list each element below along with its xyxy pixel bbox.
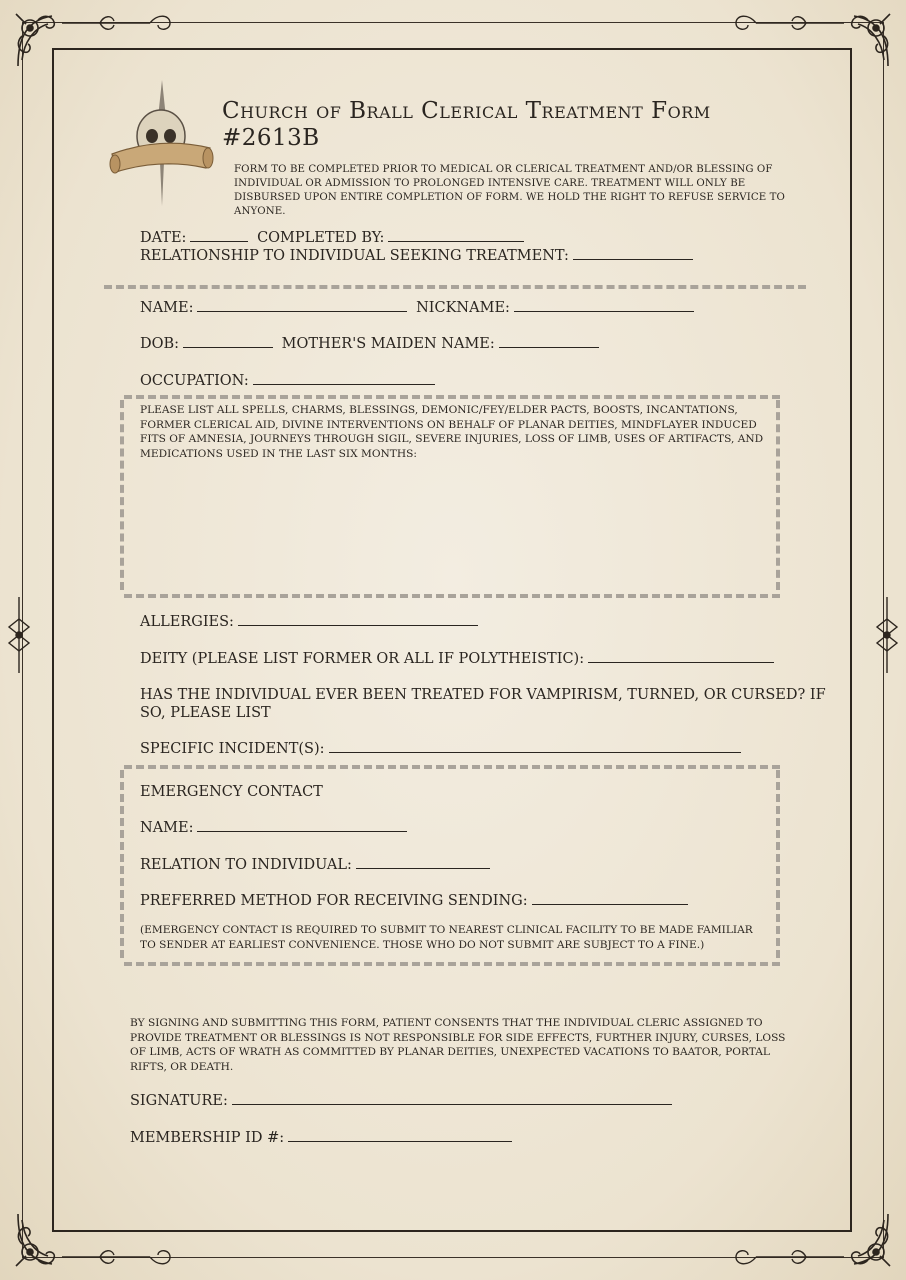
name-field[interactable] [197,299,407,312]
nickname-field[interactable] [514,299,694,312]
deity-row [140,650,778,668]
skull-scroll-dagger-icon [106,78,216,208]
allergies-row [140,613,482,631]
emergency-name-row [140,819,411,837]
maiden-name-field[interactable] [499,335,599,348]
signature-label: SIGNATURE: [130,1093,228,1109]
nickname-label: NICKNAME: [416,300,510,316]
emergency-box-right [776,770,780,958]
dob-label: DOB: [140,336,180,352]
relation-field[interactable] [356,856,490,869]
date-label: DATE: [140,230,187,246]
emergency-box-bottom [124,962,780,966]
form-intro: FORM TO BE COMPLETED PRIOR TO MEDICAL OR CLERICAL TREATMENT AND/OR BLESSING OF INDIVIDUAL OR ADMISSION TO PROLONGED INTENSIVE CARE. TREATMENT WILL ONLY BE DISBURSED UPON ENTIRE COMPLETION OF FORM. WE HOLD THE RIGHT TO REFUSE SERVICE TO ANYONE. [234,164,785,217]
sending-method-label: PREFERRED METHOD FOR RECEIVING SENDING: [140,893,528,909]
date-completed-row [140,229,528,247]
spells-prompt: PLEASE LIST ALL SPELLS, CHARMS, BLESSINGS, DEMONIC/FEY/ELDER PACTS, BOOSTS, INCANTATIONS, FORMER CLERICAL AID, DIVINE INTERVENTIONS ON BEHALF OF PLANAR DEITIES, MINDFLAYER INDUCED FITS OF AMNESIA, JOURNEYS THROUGH SIGIL, SEVERE INJURIES, LOSS OF LIMB, USES OF ARTIFACTS, AND MEDICATIONS USED IN THE LAST SIX MONTHS: [140,404,764,460]
spells-box-right [776,400,780,590]
allergies-field[interactable] [238,613,478,626]
deity-label: DEITY (PLEASE LIST FORMER OR ALL IF POLYTHEISTIC): [140,651,585,667]
incidents-field[interactable] [329,740,741,753]
dob-row [140,335,603,353]
spells-box-top [124,395,780,399]
filigree-edge-icon [60,1244,180,1270]
occupation-field[interactable] [253,372,435,385]
filigree-edge-icon [60,10,180,36]
emergency-heading: EMERGENCY CONTACT [140,784,323,800]
relationship-label: RELATIONSHIP TO INDIVIDUAL SEEKING TREATMENT: [140,248,569,264]
consent-text: BY SIGNING AND SUBMITTING THIS FORM, PATIENT CONSENTS THAT THE INDIVIDUAL CLERIC ASSIGNED TO PROVIDE TREATMENT OR BLESSINGS IS NOT RESPONSIBLE FOR SIDE EFFECTS, FURTHER INJURY, CURSES, LOSS OF LIMB, ACTS OF WRATH AS COMMITTED BY PLANAR DEITIES, UNEXPECTED VACATIONS TO BAATOR, PORTAL RIFTS, OR DEATH. [130,1017,786,1073]
relation-label: RELATION TO INDIVIDUAL: [140,857,352,873]
emergency-name-label: NAME: [140,820,194,836]
incidents-label: SPECIFIC INCIDENT(S): [140,741,325,757]
dob-field[interactable] [183,335,273,348]
deity-field[interactable] [588,650,774,663]
name-row [140,299,698,317]
allergies-label: ALLERGIES: [140,614,234,630]
vampirism-question-line1: HAS THE INDIVIDUAL EVER BEEN TREATED FOR VAMPIRISM, TURNED, OR CURSED? IF [140,687,826,703]
emergency-note: (EMERGENCY CONTACT IS REQUIRED TO SUBMIT TO NEAREST CLINICAL FACILITY TO BE MADE FAMILIAR TO SENDER AT EARLIEST CONVENIENCE. THOSE WHO DO NOT SUBMIT ARE SUBJECT TO A FINE.) [140,924,753,951]
signature-row [130,1092,676,1110]
filigree-edge-icon [726,10,846,36]
relationship-field[interactable] [573,247,693,260]
signature-field[interactable] [232,1092,672,1105]
occupation-row [140,372,439,390]
sending-method-row [140,892,692,910]
incidents-row [140,740,745,758]
vampirism-question-line2: SO, PLEASE LIST [140,705,271,721]
completed-by-field[interactable] [388,229,524,242]
emergency-box-left [120,770,124,958]
membership-field[interactable] [288,1129,512,1142]
membership-label: MEMBERSHIP ID #: [130,1130,285,1146]
form-title-line2: #2613B [222,125,320,151]
emergency-name-field[interactable] [197,819,407,832]
sending-method-field[interactable] [532,892,688,905]
section-divider [104,285,806,289]
relation-row [140,856,494,874]
membership-row [130,1129,516,1147]
spells-text-area[interactable] [140,466,765,586]
filigree-edge-icon [726,1244,846,1270]
emergency-box-top [124,765,780,769]
filigree-side-icon [4,595,34,675]
maiden-name-label: MOTHER'S MAIDEN NAME: [281,336,495,352]
occupation-label: OCCUPATION: [140,373,249,389]
name-label: NAME: [140,300,194,316]
spells-box-left [120,400,124,590]
filigree-side-icon [872,595,902,675]
date-field[interactable] [190,229,248,242]
form-title [222,98,812,152]
relationship-row [140,247,697,265]
spells-box-bottom [124,594,780,598]
completed-by-label: COMPLETED BY: [257,230,385,246]
form-title-line1: Church of Brall Clerical Treatment Form [222,98,711,124]
